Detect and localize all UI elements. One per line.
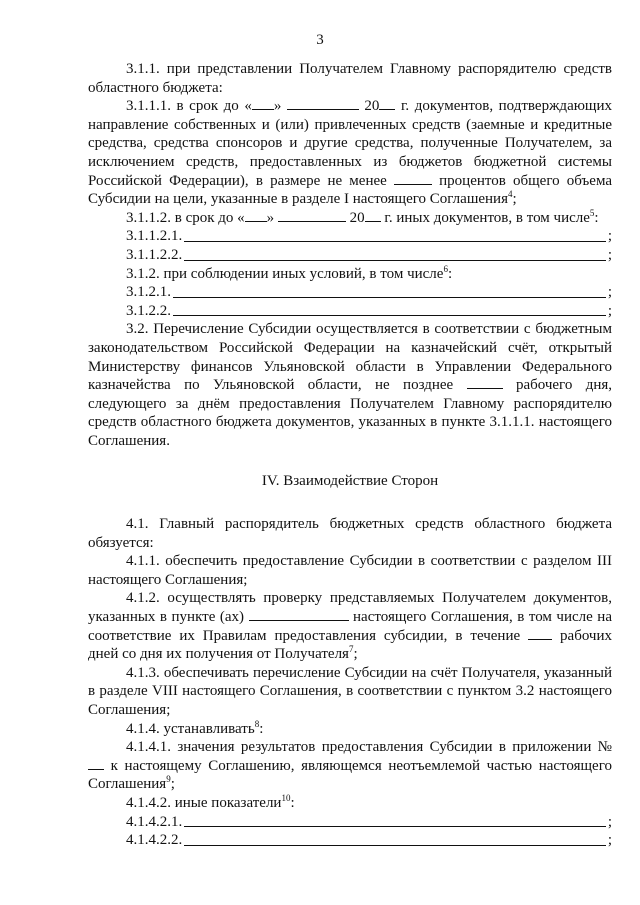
line-label: 3.1.1.2.1. [126, 228, 183, 245]
clause-4-1-2 [88, 589, 612, 663]
punct: : [594, 209, 599, 226]
line-3-1-1-2-2 [88, 246, 612, 265]
clause-4-1-2-tail: рабочих дней со дня их получения от Получателя [88, 627, 613, 663]
quote-close: » [266, 209, 275, 226]
clause-3-1-1-2-start: 3.1.1.2. в срок до « [126, 209, 245, 226]
punct: ; [607, 284, 612, 301]
punct: : [290, 794, 295, 811]
clause-3-1-1-2-body: г. иных документов, в том числе [384, 209, 590, 226]
clause-4-1-1-text: 4.1.1. обеспечить предоставление Субсидии в соответствии с разделом III настоящего Соглашения; [88, 553, 612, 588]
line-3-1-1-2-1 [88, 227, 612, 246]
line-3-1-2-1 [88, 283, 612, 302]
clause-3-1-1-2 [88, 209, 612, 228]
clause-4-1-4-1-tail: к настоящему Соглашению, являющемся неотъемлемой частью настоящего Соглашения [88, 757, 612, 793]
line-label: 3.1.1.2.2. [126, 246, 183, 263]
clause-3-1-1-1 [88, 97, 612, 209]
clause-4-1-text: 4.1. Главный распорядитель бюджетных средств областного бюджета обязуется: [88, 516, 612, 551]
clause-3-1-1-1-body: г. документов, подтверждающих направление собственных и (или) привлеченных средств (заемные и кредитные средства, средства спонсоров и другие средства, полученные Получателем, за исключением средств, предоставленных из бюджетов бюджетной системы Российской Федерации), в размере не менее [88, 98, 613, 189]
clause-4-1-2-text: 4.1.2. осуществлять проверку представляемых Получателем документов, указанных в пункте (ах) [88, 590, 612, 626]
clause-4-1-1 [88, 552, 612, 589]
year-prefix: 20 [364, 98, 380, 115]
clause-4-1 [88, 515, 612, 552]
footnote-7: 7 [348, 644, 354, 655]
clause-3-1-1-1-tail: процентов общего объема Субсидии на цели, указанные в разделе I настоящего Соглашения [88, 172, 612, 208]
line-label: 4.1.4.2.1. [126, 813, 183, 830]
line-label: 3.1.2.2. [126, 302, 171, 319]
clause-4-1-4 [88, 720, 612, 739]
clause-4-1-4-text: 4.1.4. устанавливать [126, 720, 255, 737]
clause-3-1-1 [88, 60, 612, 97]
line-4-1-4-2-2 [88, 831, 612, 850]
clause-4-1-2-mid: настоящего Соглашения, в том числе на соответствие их Правилам предоставления субсидии, в течение [88, 609, 612, 644]
fill-blank [173, 285, 606, 298]
line-3-1-2-2 [88, 302, 612, 321]
clause-4-1-4-1-text: 4.1.4.1. значения результатов предоставления Субсидии в приложении № [126, 739, 612, 756]
month-blank [278, 209, 346, 222]
punct: ; [607, 228, 612, 245]
punct: ; [607, 832, 612, 849]
footnote-10: 10 [281, 792, 291, 803]
line-4-1-4-2-1 [88, 813, 612, 832]
punct: ; [353, 646, 358, 663]
footnote-8: 8 [254, 718, 260, 729]
day-blank [252, 97, 274, 110]
punct: ; [607, 302, 612, 319]
line-label: 3.1.2.1. [126, 284, 171, 301]
punct: : [447, 265, 453, 282]
punct: : [259, 720, 264, 737]
clause-4-1-3 [88, 664, 612, 720]
month-blank [287, 97, 359, 110]
quote-close: » [273, 98, 282, 115]
page-content [88, 60, 612, 850]
footnote-9: 9 [166, 774, 171, 785]
fill-blank [184, 229, 606, 242]
percent-blank [394, 172, 432, 185]
days-blank [528, 627, 552, 640]
days-blank [467, 376, 503, 389]
page-number: 3 [316, 32, 324, 48]
footnote-5: 5 [589, 207, 595, 218]
year-prefix: 20 [349, 209, 365, 226]
clause-3-1-1-text: 3.1.1. при представлении Получателем Главному распорядителю средств областного бюджета: [88, 61, 612, 96]
clause-4-1-4-2 [88, 794, 612, 813]
clause-4-1-4-2-text: 4.1.4.2. иные показатели [126, 794, 282, 811]
footnote-6: 6 [443, 263, 448, 274]
clause-3-1-1-1-start: 3.1.1.1. в срок до « [126, 98, 252, 115]
clause-4-1-3-text: 4.1.3. обеспечивать перечисление Субсидии на счёт Получателя, указанный в разделе VIII настоящего Соглашения, в соответствии с пунктом 3.2 настоящего Соглашения; [88, 664, 612, 718]
fill-blank [184, 248, 606, 261]
clause-3-2-text: 3.2. Перечисление Субсидии осуществляется в соответствии с бюджетным законодательством Российской Федерации на казначейский счёт, открытый Министерству финансов Ульяновской области в Управлении Федерального казначейства по Ульяновской области, не позднее [88, 321, 612, 394]
punct: ; [170, 776, 175, 793]
line-label: 4.1.4.2.2. [126, 832, 183, 849]
footnote-4: 4 [508, 189, 513, 200]
paragraphs-blank [249, 608, 349, 621]
day-blank [245, 209, 267, 222]
fill-blank [173, 303, 606, 316]
annex-number-blank [88, 757, 104, 770]
year-blank [379, 97, 395, 110]
clause-3-1-2 [88, 265, 612, 284]
clause-3-2-tail: рабочего дня, следующего за днём предоставления Получателем Главному распорядителю средств областного бюджета документов, указанных в пункте 3.1.1.1. настоящего Соглашения. [88, 377, 613, 449]
clause-3-1-2-text: 3.1.2. при соблюдении иных условий, в том числе [126, 265, 444, 282]
punct: ; [512, 191, 517, 208]
fill-blank [184, 833, 606, 846]
clause-4-1-4-1 [88, 738, 612, 794]
punct: ; [607, 246, 612, 263]
fill-blank [184, 814, 606, 827]
section-heading-iv: IV. Взаимодействие Сторон [261, 473, 439, 490]
clause-3-2 [88, 320, 612, 450]
punct: ; [607, 813, 612, 830]
year-blank [365, 209, 381, 222]
